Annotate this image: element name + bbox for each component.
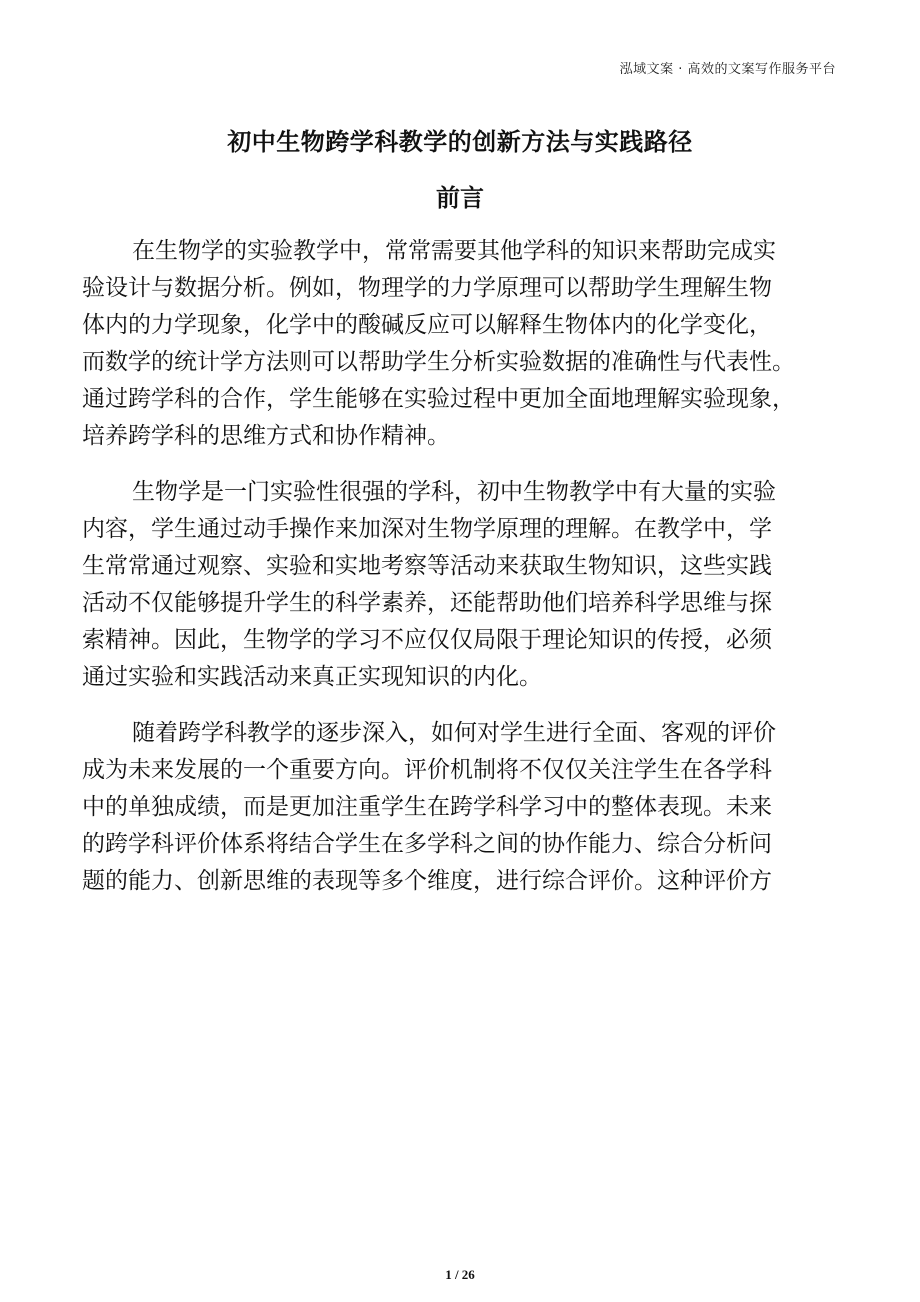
paragraph-line: 而数学的统计学方法则可以帮助学生分析实验数据的准确性与代表性。	[82, 349, 795, 375]
paragraph-line: 通过实验和实践活动来真正实现知识的内化。	[82, 664, 542, 690]
paragraph-line: 体内的力学现象，化学中的酸碱反应可以解释生物体内的化学变化，	[82, 312, 772, 338]
paragraph-line: 在生物学的实验教学中，常常需要其他学科的知识来帮助完成实	[132, 238, 776, 264]
paragraph-line: 通过跨学科的合作，学生能够在实验过程中更加全面地理解实验现象，	[82, 386, 795, 412]
paragraph-line: 随着跨学科教学的逐步深入，如何对学生进行全面、客观的评价	[132, 720, 776, 746]
paragraph-line: 生常常通过观察、实验和实地考察等活动来获取生物知识，这些实践	[82, 553, 772, 579]
paragraph-line: 索精神。因此，生物学的学习不应仅仅局限于理论知识的传授，必须	[82, 627, 772, 653]
section-title: 前言	[436, 184, 484, 212]
paragraph-line: 内容，学生通过动手操作来加深对生物学原理的理解。在教学中，学	[82, 516, 772, 542]
document-title: 初中生物跨学科教学的创新方法与实践路径	[227, 128, 693, 156]
site-header-text: 泓域文案 · 高效的文案写作服务平台	[619, 62, 836, 77]
paragraph-line: 验设计与数据分析。例如，物理学的力学原理可以帮助学生理解生物	[82, 275, 772, 301]
paragraph-3	[82, 715, 852, 900]
paragraph-line: 题的能力、创新思维的表现等多个维度，进行综合评价。这种评价方	[82, 868, 772, 894]
paragraph-line: 活动不仅能够提升学生的科学素养，还能帮助他们培养科学思维与探	[82, 590, 772, 616]
paragraph-2	[82, 474, 852, 696]
document-body	[82, 233, 852, 919]
page-number: 1 / 26	[445, 1267, 475, 1282]
paragraph-line: 成为未来发展的一个重要方向。评价机制将不仅仅关注学生在各学科	[82, 757, 772, 783]
paragraph-1	[82, 233, 852, 455]
paragraph-line: 中的单独成绩，而是更加注重学生在跨学科学习中的整体表现。未来	[82, 794, 772, 820]
paragraph-line: 的跨学科评价体系将结合学生在多学科之间的协作能力、综合分析问	[82, 831, 772, 857]
paragraph-line: 培养跨学科的思维方式和协作精神。	[82, 423, 450, 449]
paragraph-line: 生物学是一门实验性很强的学科，初中生物教学中有大量的实验	[132, 479, 776, 505]
